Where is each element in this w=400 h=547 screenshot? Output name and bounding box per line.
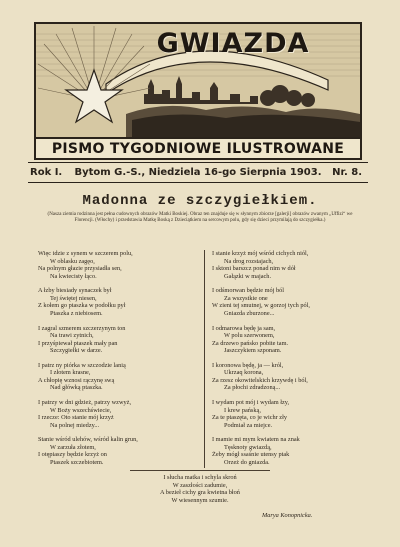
poem-line: W wiesennym szumie. (171, 496, 229, 504)
stanza (212, 325, 362, 355)
poem-line: Gałązki w majach. (224, 272, 272, 280)
poem-line: Na kwiecisty łąco. (50, 272, 97, 280)
poem-right-column (212, 250, 362, 474)
poem-line: W zarzuła złotem, (50, 443, 96, 451)
poem-line: Za płochi zdradzoną... (224, 384, 281, 392)
poem-line: Ptaszek szczebiotem. (50, 458, 104, 466)
issue-number: Nr. 8. (332, 167, 362, 178)
poem-line: W zieni tej smutnej, w gorzoj tych pól, (212, 302, 310, 310)
poem-line: Za drzewo pańsko pobite tam. (212, 339, 289, 347)
poem-line: I wydam pot mój i wydam łzy, (212, 399, 290, 407)
poem-signature: Marya Konopnicka. (262, 512, 313, 519)
masthead (34, 22, 362, 160)
poem-line: I rzecze: Oto stanie mój krzyż (38, 414, 114, 422)
poem-line: W zaszłości zadumie, (172, 481, 228, 489)
poem-line: W oblasku zagęo, (50, 257, 95, 265)
poem-line: Ukrzaq korona, (224, 369, 264, 377)
poem-line: Za te ptaszęta, co je wichr zły (212, 414, 287, 422)
poem-line: Orzeż do gniazda. (224, 458, 270, 466)
poem-line: A łzby biesiady synaczek był (38, 287, 112, 295)
stanza (38, 287, 188, 317)
poem-line: Stanie wśród ulehów, wśród kalin grun, (38, 436, 138, 444)
stanza (38, 436, 188, 466)
stanza (212, 436, 362, 466)
poem-line: I zagral szmerem szczerzynym ton (38, 324, 126, 332)
rule-top (28, 162, 368, 163)
poem-line: I sktoni barszcz ponad nim w dół (212, 265, 296, 272)
poem-line: Na trawi zytnich, (50, 332, 94, 340)
poem-line: Więc idzie z synem w szczerem polu, (38, 250, 133, 257)
poem-line: I patrzy w dni gdzież, patrzy wzwyż, (38, 399, 132, 407)
poem-line: W polu szerwonem, (224, 332, 275, 340)
poem-left-column (38, 250, 188, 474)
poem-line: Z kołem go ptaszka w podołku pył (38, 302, 126, 310)
stanza (38, 250, 188, 280)
poem-line: I odśmorwan będzie mój ból (212, 287, 285, 295)
poem-line: Gniazda zburzone... (224, 309, 275, 317)
poem-line: Na polnej miedzy... (50, 421, 100, 429)
column-divider (204, 250, 205, 468)
poem-line: I słucha matka i schyla skroń (163, 474, 237, 481)
poem-line: I otępiaszy będzie krzyż on (38, 451, 107, 459)
poem-line: Szczygiełki w darze. (50, 347, 103, 355)
poem-line: Za rzesz okowitelskich krzywdę i ból, (212, 376, 308, 384)
poem-line: Jaszczykiem szponam. (224, 347, 282, 355)
poem-note: (Nasza ziemia rodzinna jest pełna cudownych obrazów Matki Boskiej. Obraz ten znajduje się w słynnym zbiorze [galerji] obrazów zwanym „Uffizi“ we Florencji. (Włochy) i przedstawia Matkę Boską z Dzieciątkiem na sercowym polu, gdy się dzieci przymilają do szczygiełka.) (47, 212, 353, 224)
poem-line: Podmiał za miejce. (224, 421, 273, 429)
stanza (38, 325, 188, 355)
stanza (212, 399, 362, 429)
poem-line: Ptaszka z niebiosem. (50, 309, 103, 317)
poem-line: I koronowa będę, ja — król, (212, 361, 284, 369)
poem-title: Madonna ze szczygiełkiem. (82, 193, 318, 209)
rule-bottom (28, 182, 368, 183)
poem-line: I patrz ny piórka w szczodzie lanią (38, 361, 126, 369)
issue-year: Rok I. (30, 167, 63, 178)
poem-line: Za wszystkie one (224, 294, 268, 302)
issue-line (30, 165, 366, 181)
poem-line: I złotem krasne, (50, 369, 91, 377)
poem-line: I przyśpiewał ptaszek mały pan (38, 339, 118, 347)
stanza (212, 362, 362, 392)
poem-line: Żeby mógł ssaśnie utensy ptak (212, 451, 290, 459)
stanza (212, 287, 362, 317)
closing-divider (130, 470, 270, 471)
poem-line: A bezieł cichy gra kwietna błoń (160, 489, 240, 496)
poem-line: W Boży wszechświecie, (50, 406, 112, 414)
issue-place-date: Bytom G.-S., Niedziela 16-go Sierpnia 1903. (74, 167, 322, 178)
poem-closing-stanza (0, 474, 400, 504)
masthead-subtitle: PISMO TYGODNIOWE ILUSTROWANE (36, 137, 360, 160)
stanza (38, 362, 188, 392)
poem-line: A chłopię wznosi rączynę swą (38, 376, 115, 384)
poem-line: Tej świętej niesen, (50, 294, 97, 302)
poem-line: Tęsknoty gwiazdą, (224, 443, 272, 451)
poem-line: I stanie krzyż mój wśród cichych niól, (212, 250, 309, 257)
stanza (38, 399, 188, 429)
poem-line: Na drog rozstajach, (224, 257, 274, 265)
poem-line: I krew pańską, (224, 406, 261, 414)
poem-line: I mamie mi mym kwiatem na znak (212, 436, 300, 444)
poem-line: Na polnym głazie przysiadła sen, (38, 265, 122, 272)
masthead-title: GWIAZDA (156, 28, 310, 59)
poem-line: I odmarowa będę ja sam, (212, 324, 276, 332)
poem-line: Nad główką ptaszka. (50, 384, 103, 392)
stanza (212, 250, 362, 280)
